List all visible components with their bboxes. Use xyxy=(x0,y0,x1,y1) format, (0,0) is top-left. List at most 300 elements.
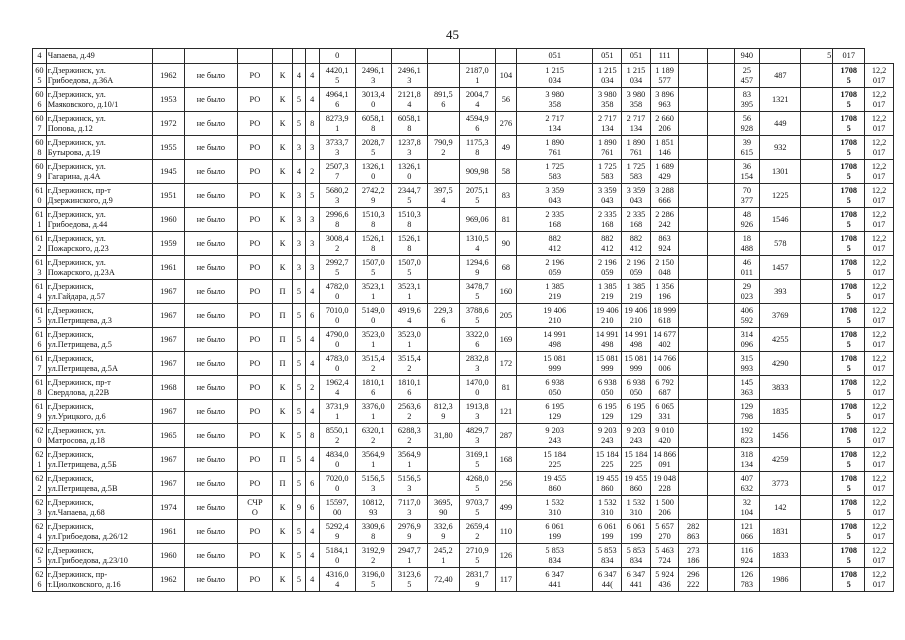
living-area-cell: 5149,0 0 xyxy=(355,304,391,328)
cost-cell: 3 359 043 xyxy=(593,184,622,208)
area-cell: 3322,0 6 xyxy=(459,328,495,352)
cost-cell: 3 359 043 xyxy=(622,184,651,208)
cost-total-cell: 9 203 243 xyxy=(517,424,593,448)
date-cell: 12,2 017 xyxy=(865,184,894,208)
address-cell: г.Дзержинск, ул.Петрищева, д.5В xyxy=(46,472,152,496)
municipal-area-cell: 790,9 2 xyxy=(427,136,459,160)
date-cell: 12,2 017 xyxy=(865,136,894,160)
total-area-cell: 3731,9 1 xyxy=(319,400,355,424)
cost-cell: 14 866 091 xyxy=(650,448,679,472)
specific-cost-cell: 449 xyxy=(760,112,801,136)
table-row xyxy=(33,568,894,592)
empty-cell xyxy=(801,568,833,592)
cost-cell xyxy=(708,352,735,376)
entrances-cell: 4 xyxy=(305,280,319,304)
cost-cell xyxy=(708,256,735,280)
floors-cell: 5 xyxy=(293,88,306,112)
area-cell: 909,98 xyxy=(459,160,495,184)
cost-cell: 1 532 310 xyxy=(593,496,622,520)
year-cell: 1965 xyxy=(152,424,184,448)
specific-cost-cell: 1831 xyxy=(760,520,801,544)
wall-material-cell: К xyxy=(272,256,292,280)
floors-cell: 5 xyxy=(293,352,306,376)
cost-total-cell: 6 061 199 xyxy=(517,520,593,544)
cost-cell: 129 798 xyxy=(734,400,759,424)
private-area-cell: 7117,0 3 xyxy=(391,496,427,520)
cost-cell: 18 488 xyxy=(734,232,759,256)
municipal-area-cell xyxy=(427,160,459,184)
entrances-cell: 8 xyxy=(305,424,319,448)
cost-cell xyxy=(708,136,735,160)
cost-cell: 2 335 168 xyxy=(622,208,651,232)
wall-material-cell: К xyxy=(272,520,292,544)
total-area-cell: 2507,3 7 xyxy=(319,160,355,184)
wall-material-cell: К xyxy=(272,568,292,592)
cost-cell: 6 061 199 xyxy=(593,520,622,544)
private-area-cell: 2121,8 4 xyxy=(391,88,427,112)
residents-cell: 117 xyxy=(495,568,516,592)
cost-total-cell: 1 532 310 xyxy=(517,496,593,520)
row-number: 62 5 xyxy=(33,544,47,568)
entrances-cell: 4 xyxy=(305,328,319,352)
value-cell: 051 xyxy=(622,49,651,64)
table-row xyxy=(33,328,894,352)
status-cell: не было xyxy=(184,496,237,520)
cost-cell: 116 924 xyxy=(734,544,759,568)
table-row xyxy=(33,160,894,184)
area-cell: 4594,9 6 xyxy=(459,112,495,136)
cost-cell: 3 980 358 xyxy=(593,88,622,112)
residents-cell: 90 xyxy=(495,232,516,256)
year-cell: 1961 xyxy=(152,520,184,544)
wall-material-cell: К xyxy=(272,112,292,136)
value-cell: 0 xyxy=(319,49,355,64)
cost-cell xyxy=(679,184,708,208)
table-row xyxy=(33,448,894,472)
table-row xyxy=(33,424,894,448)
living-area-cell: 1507,0 5 xyxy=(355,256,391,280)
row-number: 60 6 xyxy=(33,88,47,112)
fund-cell: РО xyxy=(237,136,272,160)
table-row xyxy=(33,544,894,568)
table-row xyxy=(33,88,894,112)
cost-cell xyxy=(679,112,708,136)
status-cell: не было xyxy=(184,328,237,352)
cost-cell xyxy=(679,328,708,352)
specific-cost-cell: 578 xyxy=(760,232,801,256)
total-area-cell: 7020,0 0 xyxy=(319,472,355,496)
cost-cell: 6 938 050 xyxy=(593,376,622,400)
value-cell: 051 xyxy=(593,49,622,64)
entrances-cell: 8 xyxy=(305,112,319,136)
year-cell: 1967 xyxy=(152,328,184,352)
cost-cell: 19 048 228 xyxy=(650,472,679,496)
year-cell: 1967 xyxy=(152,280,184,304)
status-cell: не было xyxy=(184,472,237,496)
total-area-cell: 7010,0 0 xyxy=(319,304,355,328)
entrances-cell: 4 xyxy=(305,568,319,592)
row-number: 61 8 xyxy=(33,376,47,400)
cost-cell: 3 980 358 xyxy=(622,88,651,112)
address-cell: г.Дзержинск, ул.Чапаева, д.68 xyxy=(46,496,152,520)
limit-cell: 1708 5 xyxy=(833,112,865,136)
residents-cell: 68 xyxy=(495,256,516,280)
floors-cell: 5 xyxy=(293,112,306,136)
status-cell: не было xyxy=(184,256,237,280)
area-cell: 1175,3 8 xyxy=(459,136,495,160)
floors-cell: 5 xyxy=(293,472,306,496)
residents-cell: 81 xyxy=(495,208,516,232)
fund-cell: РО xyxy=(237,208,272,232)
cost-cell: 5 924 436 xyxy=(650,568,679,592)
living-area-cell: 6320,1 2 xyxy=(355,424,391,448)
residents-cell: 168 xyxy=(495,448,516,472)
cost-cell: 2 717 134 xyxy=(593,112,622,136)
wall-material-cell: К xyxy=(272,424,292,448)
entrances-cell: 4 xyxy=(305,544,319,568)
cost-cell: 406 592 xyxy=(734,304,759,328)
address-cell: г.Дзержинск, ул. Попова, д.12 xyxy=(46,112,152,136)
cost-total-cell: 6 347 441 xyxy=(517,568,593,592)
empty-cell xyxy=(801,280,833,304)
cost-cell: 15 184 225 xyxy=(593,448,622,472)
total-area-cell: 8273,9 1 xyxy=(319,112,355,136)
empty-cell xyxy=(801,424,833,448)
status-cell: не было xyxy=(184,304,237,328)
address-cell: г.Дзержинск, ул. Матросова, д.18 xyxy=(46,424,152,448)
date-cell: 12,2 017 xyxy=(865,472,894,496)
value-cell: 051 xyxy=(517,49,593,64)
cost-cell: 2 660 206 xyxy=(650,112,679,136)
address-cell: г.Дзержинск, ул.Петрищева, д.3 xyxy=(46,304,152,328)
cost-cell: 296 222 xyxy=(679,568,708,592)
date-cell: 12,2 017 xyxy=(865,64,894,88)
cost-cell: 318 134 xyxy=(734,448,759,472)
municipal-area-cell xyxy=(427,328,459,352)
limit-cell: 1708 5 xyxy=(833,448,865,472)
cost-cell: 882 412 xyxy=(622,232,651,256)
cost-cell xyxy=(679,496,708,520)
total-area-cell: 8550,1 2 xyxy=(319,424,355,448)
municipal-area-cell xyxy=(427,448,459,472)
housing-registry-table xyxy=(32,48,894,592)
total-area-cell: 4790,0 0 xyxy=(319,328,355,352)
address-cell: г.Дзержинск, ул.Грибоедова, д.26/12 xyxy=(46,520,152,544)
cost-cell: 1 189 577 xyxy=(650,64,679,88)
status-cell: не было xyxy=(184,376,237,400)
cost-cell xyxy=(708,112,735,136)
table-row xyxy=(33,520,894,544)
entrances-cell: 6 xyxy=(305,304,319,328)
residents-cell: 104 xyxy=(495,64,516,88)
cost-cell xyxy=(708,472,735,496)
private-area-cell: 3564,9 1 xyxy=(391,448,427,472)
table-row-continued xyxy=(33,49,894,64)
date-cell: 12,2 017 xyxy=(865,424,894,448)
area-cell: 1310,5 4 xyxy=(459,232,495,256)
living-area-cell: 2742,2 9 xyxy=(355,184,391,208)
cost-cell: 6 347 441 xyxy=(622,568,651,592)
municipal-area-cell: 245,2 1 xyxy=(427,544,459,568)
cost-cell: 9 203 243 xyxy=(622,424,651,448)
cost-cell: 46 011 xyxy=(734,256,759,280)
empty-cell xyxy=(801,232,833,256)
status-cell: не было xyxy=(184,112,237,136)
cost-cell: 5 853 834 xyxy=(622,544,651,568)
fund-cell: РО xyxy=(237,424,272,448)
date-cell: 12,2 017 xyxy=(865,160,894,184)
empty-cell xyxy=(801,136,833,160)
address-cell: г.Дзержинск, ул. Гагарина, д.4А xyxy=(46,160,152,184)
area-cell: 969,06 xyxy=(459,208,495,232)
private-area-cell: 1326,1 0 xyxy=(391,160,427,184)
municipal-area-cell: 31,80 xyxy=(427,424,459,448)
private-area-cell: 2976,9 9 xyxy=(391,520,427,544)
living-area-cell: 3196,0 5 xyxy=(355,568,391,592)
date-cell: 12,2 017 xyxy=(865,304,894,328)
cost-cell: 19 406 210 xyxy=(622,304,651,328)
residents-cell: 256 xyxy=(495,472,516,496)
cost-cell xyxy=(679,160,708,184)
cost-cell: 48 926 xyxy=(734,208,759,232)
living-area-cell: 3376,0 1 xyxy=(355,400,391,424)
year-cell: 1960 xyxy=(152,208,184,232)
limit-cell: 1708 5 xyxy=(833,88,865,112)
cost-cell: 1 532 310 xyxy=(622,496,651,520)
floors-cell: 5 xyxy=(293,520,306,544)
total-area-cell: 4316,0 4 xyxy=(319,568,355,592)
date-cell: 12,2 017 xyxy=(865,112,894,136)
empty-cell xyxy=(801,304,833,328)
year-cell: 1955 xyxy=(152,136,184,160)
cost-cell: 882 412 xyxy=(593,232,622,256)
cost-cell: 15 184 225 xyxy=(622,448,651,472)
row-number: 60 7 xyxy=(33,112,47,136)
cost-cell: 15 081 999 xyxy=(593,352,622,376)
cost-cell xyxy=(679,352,708,376)
cost-cell xyxy=(679,208,708,232)
wall-material-cell: К xyxy=(272,64,292,88)
limit-cell: 1708 5 xyxy=(833,208,865,232)
limit-cell: 1708 5 xyxy=(833,568,865,592)
living-area-cell: 10812, 93 xyxy=(355,496,391,520)
address-cell: г.Дзержинск, ул. Пожарского, д.23А xyxy=(46,256,152,280)
total-area-cell: 4420,1 5 xyxy=(319,64,355,88)
municipal-area-cell xyxy=(427,352,459,376)
table-row xyxy=(33,376,894,400)
cost-cell: 9 203 243 xyxy=(593,424,622,448)
cost-cell: 14 991 498 xyxy=(593,328,622,352)
table-row xyxy=(33,112,894,136)
cost-cell: 1 215 034 xyxy=(622,64,651,88)
cost-total-cell: 14 991 498 xyxy=(517,328,593,352)
living-area-cell: 3523,1 1 xyxy=(355,280,391,304)
address-cell: г.Дзержинск, ул. Бутырова, д.19 xyxy=(46,136,152,160)
specific-cost-cell: 3833 xyxy=(760,376,801,400)
area-cell: 1913,8 3 xyxy=(459,400,495,424)
cost-cell xyxy=(708,424,735,448)
limit-cell: 1708 5 xyxy=(833,496,865,520)
specific-cost-cell: 142 xyxy=(760,496,801,520)
limit-cell: 1708 5 xyxy=(833,352,865,376)
empty-cell xyxy=(801,160,833,184)
area-cell: 1470,0 0 xyxy=(459,376,495,400)
area-cell: 2832,8 3 xyxy=(459,352,495,376)
living-area-cell: 3192,9 2 xyxy=(355,544,391,568)
status-cell: не было xyxy=(184,136,237,160)
limit-cell: 1708 5 xyxy=(833,544,865,568)
cost-cell: 121 066 xyxy=(734,520,759,544)
area-cell: 2075,1 5 xyxy=(459,184,495,208)
wall-material-cell: К xyxy=(272,160,292,184)
living-area-cell: 1326,1 0 xyxy=(355,160,391,184)
row-number: 62 6 xyxy=(33,568,47,592)
row-number: 61 3 xyxy=(33,256,47,280)
fund-cell: РО xyxy=(237,520,272,544)
cost-cell: 1 500 206 xyxy=(650,496,679,520)
floors-cell: 3 xyxy=(293,208,306,232)
table-row xyxy=(33,136,894,160)
municipal-area-cell xyxy=(427,64,459,88)
cost-cell: 9 010 420 xyxy=(650,424,679,448)
residents-cell: 81 xyxy=(495,376,516,400)
cost-cell: 1 851 146 xyxy=(650,136,679,160)
total-area-cell: 15597, 00 xyxy=(319,496,355,520)
date-cell: 12,2 017 xyxy=(865,400,894,424)
private-area-cell: 2947,7 1 xyxy=(391,544,427,568)
living-area-cell: 3523,0 1 xyxy=(355,328,391,352)
limit-cell: 1708 5 xyxy=(833,256,865,280)
wall-material-cell: К xyxy=(272,496,292,520)
table-row xyxy=(33,64,894,88)
cost-cell: 6 195 129 xyxy=(622,400,651,424)
wall-material-cell: К xyxy=(272,544,292,568)
private-area-cell: 6288,3 2 xyxy=(391,424,427,448)
cost-cell: 2 196 059 xyxy=(622,256,651,280)
cost-cell xyxy=(708,232,735,256)
floors-cell: 3 xyxy=(293,136,306,160)
total-area-cell: 4834,0 0 xyxy=(319,448,355,472)
fund-cell: РО xyxy=(237,448,272,472)
private-area-cell: 3515,4 2 xyxy=(391,352,427,376)
address-cell: г.Дзержинск, ул.Гайдара, д.57 xyxy=(46,280,152,304)
residents-cell: 160 xyxy=(495,280,516,304)
private-area-cell: 4919,6 4 xyxy=(391,304,427,328)
specific-cost-cell: 4259 xyxy=(760,448,801,472)
floors-cell: 3 xyxy=(293,256,306,280)
private-area-cell: 2496,1 3 xyxy=(391,64,427,88)
municipal-area-cell xyxy=(427,280,459,304)
date-cell: 12,2 017 xyxy=(865,256,894,280)
specific-cost-cell: 932 xyxy=(760,136,801,160)
residents-cell: 49 xyxy=(495,136,516,160)
private-area-cell: 5156,5 3 xyxy=(391,472,427,496)
year-cell: 1951 xyxy=(152,184,184,208)
specific-cost-cell: 1986 xyxy=(760,568,801,592)
municipal-area-cell: 72,40 xyxy=(427,568,459,592)
cost-cell: 1 385 219 xyxy=(622,280,651,304)
total-area-cell: 4782,0 0 xyxy=(319,280,355,304)
area-cell: 2004,7 4 xyxy=(459,88,495,112)
total-area-cell: 2992,7 5 xyxy=(319,256,355,280)
row-number: 62 4 xyxy=(33,520,47,544)
living-area-cell: 5156,5 3 xyxy=(355,472,391,496)
cost-cell: 2 286 242 xyxy=(650,208,679,232)
empty-cell xyxy=(801,112,833,136)
cost-cell: 6 065 331 xyxy=(650,400,679,424)
cost-cell xyxy=(679,280,708,304)
page-number: 45 xyxy=(446,27,459,42)
cost-total-cell: 6 195 129 xyxy=(517,400,593,424)
private-area-cell: 6058,1 8 xyxy=(391,112,427,136)
total-area-cell: 2996,6 8 xyxy=(319,208,355,232)
specific-cost-cell: 1835 xyxy=(760,400,801,424)
floors-cell: 5 xyxy=(293,568,306,592)
residents-cell: 56 xyxy=(495,88,516,112)
entrances-cell: 3 xyxy=(305,232,319,256)
status-cell: не было xyxy=(184,568,237,592)
cost-cell: 39 615 xyxy=(734,136,759,160)
specific-cost-cell: 1456 xyxy=(760,424,801,448)
address-cell: Чапаева, д.49 xyxy=(46,49,152,64)
fund-cell: РО xyxy=(237,112,272,136)
municipal-area-cell xyxy=(427,256,459,280)
status-cell: не было xyxy=(184,160,237,184)
cost-cell: 282 863 xyxy=(679,520,708,544)
cost-cell: 1 215 034 xyxy=(593,64,622,88)
private-area-cell: 1507,0 5 xyxy=(391,256,427,280)
cost-cell xyxy=(679,232,708,256)
wall-material-cell: П xyxy=(272,280,292,304)
area-cell: 1294,6 9 xyxy=(459,256,495,280)
specific-cost-cell: 1457 xyxy=(760,256,801,280)
row-number: 61 5 xyxy=(33,304,47,328)
cost-cell xyxy=(708,376,735,400)
row-number: 62 2 xyxy=(33,472,47,496)
cost-cell xyxy=(708,280,735,304)
living-area-cell: 3564,9 1 xyxy=(355,448,391,472)
area-cell: 3788,6 5 xyxy=(459,304,495,328)
row-number: 60 8 xyxy=(33,136,47,160)
cost-cell: 18 999 618 xyxy=(650,304,679,328)
entrances-cell: 5 xyxy=(305,184,319,208)
address-cell: г.Дзержинск, ул. Маяковского, д.10/1 xyxy=(46,88,152,112)
specific-cost-cell: 1546 xyxy=(760,208,801,232)
floors-cell: 5 xyxy=(293,400,306,424)
cost-cell: 3 288 666 xyxy=(650,184,679,208)
cost-total-cell: 3 980 358 xyxy=(517,88,593,112)
specific-cost-cell: 1321 xyxy=(760,88,801,112)
cost-cell xyxy=(708,568,735,592)
private-area-cell: 2563,6 2 xyxy=(391,400,427,424)
limit-cell: 1708 5 xyxy=(833,136,865,160)
cost-cell: 5 853 834 xyxy=(593,544,622,568)
wall-material-cell: П xyxy=(272,448,292,472)
cost-cell xyxy=(679,400,708,424)
area-cell: 9703,7 5 xyxy=(459,496,495,520)
residents-cell: 172 xyxy=(495,352,516,376)
cost-cell: 1 725 583 xyxy=(622,160,651,184)
table-row xyxy=(33,280,894,304)
total-area-cell: 4964,1 6 xyxy=(319,88,355,112)
cost-cell: 14 991 498 xyxy=(622,328,651,352)
empty-cell xyxy=(801,88,833,112)
limit-cell: 1708 5 xyxy=(833,328,865,352)
cost-cell: 6 061 199 xyxy=(622,520,651,544)
table-row xyxy=(33,208,894,232)
cost-cell: 5 657 270 xyxy=(650,520,679,544)
cost-cell: 145 363 xyxy=(734,376,759,400)
